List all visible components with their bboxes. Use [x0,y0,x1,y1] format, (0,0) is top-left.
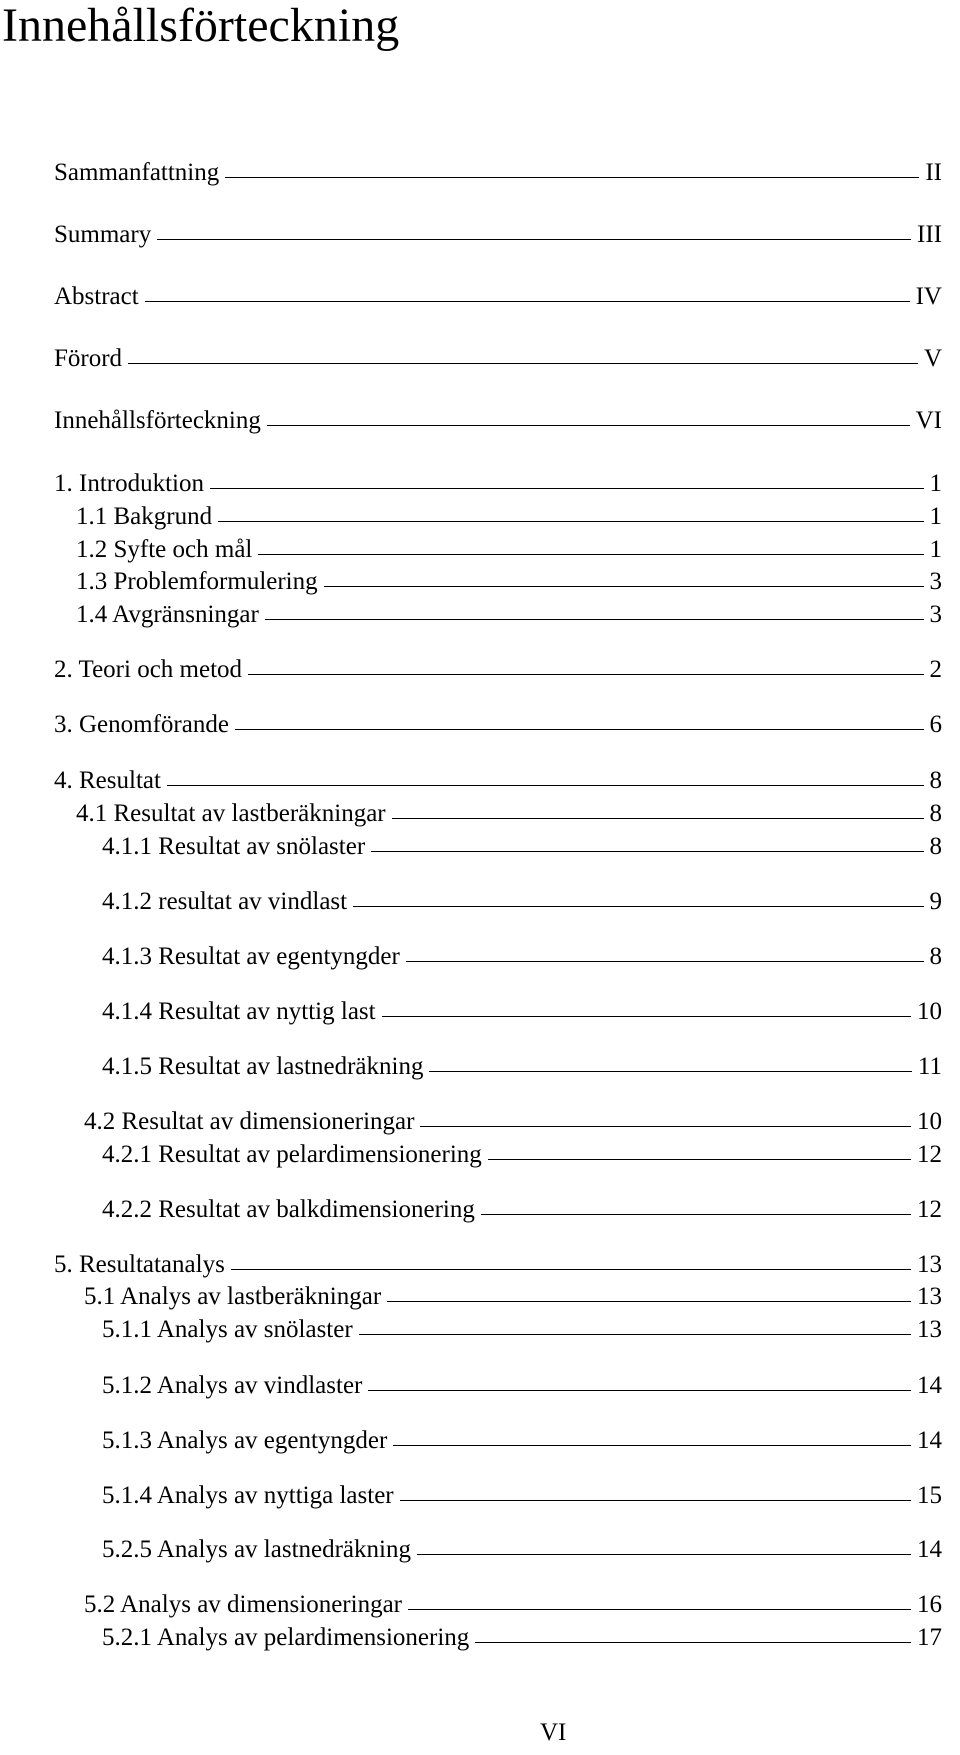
toc-entry-label: 4.2.2 Resultat av balkdimensionering [102,1196,475,1223]
toc-entry-page: 2 [929,656,942,683]
page-title: Innehållsförteckning [2,0,400,52]
toc-leader-line [267,425,910,426]
toc-leader-line [167,785,924,786]
toc-entry-page: 14 [917,1427,942,1454]
toc-leader-line [157,239,911,240]
toc-entry-page: 12 [917,1196,942,1223]
toc-entry[interactable] [76,600,942,630]
toc-entry[interactable] [102,832,942,862]
toc-entry-label: 5.2.1 Analys av pelardimensionering [102,1624,470,1651]
toc-entry-label: 1.2 Syfte och mål [76,536,253,563]
toc-entry[interactable] [76,799,942,829]
toc-entry-page: II [925,159,942,186]
toc-entry-label: 5.1.1 Analys av snölaster [102,1316,353,1343]
toc-entry[interactable] [102,942,942,972]
toc-leader-line [481,1214,911,1215]
toc-entry-label: 1. Introduktion [54,470,204,497]
toc-leader-line [475,1642,911,1643]
toc-entry[interactable] [54,344,942,374]
toc-entry[interactable] [102,1052,942,1082]
toc-entry[interactable] [102,1426,942,1456]
toc-entry[interactable] [76,502,942,532]
toc-entry[interactable] [54,766,942,796]
toc-leader-line [393,1445,911,1446]
toc-entry-label: 5.1.3 Analys av egentyngder [102,1427,388,1454]
toc-entry[interactable] [76,567,942,597]
toc-entry-page: 13 [917,1283,942,1310]
toc-entry[interactable] [84,1282,942,1312]
toc-entry-label: 4.1.3 Resultat av egentyngder [102,943,400,970]
toc-entry-label: 5.1 Analys av lastberäkningar [84,1283,382,1310]
toc-entry[interactable] [84,1107,942,1137]
toc-entry-page: 8 [929,943,942,970]
toc-leader-line [235,729,924,730]
toc-leader-line [408,1609,911,1610]
toc-entry[interactable] [102,1195,942,1225]
toc-entry-page: 8 [929,833,942,860]
toc-leader-line [406,961,924,962]
toc-entry[interactable] [54,710,942,740]
toc-leader-line [324,586,924,587]
toc-leader-line [392,818,924,819]
toc-leader-line [417,1554,911,1555]
toc-entry[interactable] [54,282,942,312]
toc-leader-line [265,619,924,620]
toc-leader-line [387,1301,911,1302]
toc-leader-line [420,1126,911,1127]
toc-entry-label: 4.1 Resultat av lastberäkningar [76,800,386,827]
toc-entry-page: 13 [917,1316,942,1343]
toc-entry-page: IV [915,283,942,310]
toc-entry-label: Förord [54,345,123,372]
toc-entry-page: 1 [929,536,942,563]
toc-entry-page: 3 [929,568,942,595]
toc-leader-line [382,1016,911,1017]
toc-entry-page: VI [915,407,942,434]
toc-leader-line [258,554,923,555]
toc-entry[interactable] [84,1590,942,1620]
toc-entry-page: 11 [917,1053,942,1080]
toc-entry-page: 10 [917,1108,942,1135]
toc-entry-page: 8 [929,800,942,827]
toc-leader-line [145,301,910,302]
toc-entry-label: 1.4 Avgränsningar [76,601,259,628]
toc-entry-label: Innehållsförteckning [54,407,261,434]
toc-entry-label: 5. Resultatanalys [54,1251,225,1278]
toc-entry-label: 3. Genomförande [54,711,229,738]
toc-leader-line [488,1159,911,1160]
toc-entry-label: 5.1.2 Analys av vindlaster [102,1372,363,1399]
toc-entry-page: 17 [917,1624,942,1651]
toc-entry[interactable] [102,1481,942,1511]
toc-leader-line [429,1071,911,1072]
toc-entry-label: 5.2 Analys av dimensioneringar [84,1591,402,1618]
toc-entry-label: 4.1.5 Resultat av lastnedräkning [102,1053,424,1080]
toc-entry-page: 8 [929,767,942,794]
toc-entry-page: III [917,221,942,248]
toc-entry-label: 1.3 Problemformulering [76,568,318,595]
toc-leader-line [368,1390,911,1391]
toc-leader-line [359,1334,911,1335]
toc-entry[interactable] [54,220,942,250]
page-number: VI [540,1719,567,1746]
toc-entry-label: 4. Resultat [54,767,161,794]
toc-entry[interactable] [54,469,942,499]
toc-entry[interactable] [54,655,942,685]
toc-entry-label: 4.2 Resultat av dimensioneringar [84,1108,415,1135]
toc-entry[interactable] [102,887,942,917]
toc-entry[interactable] [54,406,942,436]
toc-entry-label: 5.1.4 Analys av nyttiga laster [102,1482,394,1509]
toc-leader-line [210,488,924,489]
toc-entry[interactable] [102,1140,942,1170]
toc-entry-page: 3 [929,601,942,628]
toc-leader-line [128,363,918,364]
toc-entry[interactable] [54,158,942,188]
toc-leader-line [231,1269,911,1270]
toc-leader-line [248,674,923,675]
toc-entry-page: 1 [929,503,942,530]
toc-entry-page: 12 [917,1141,942,1168]
toc-entry[interactable] [102,1535,942,1565]
toc-leader-line [218,521,923,522]
toc-entry-label: Sammanfattning [54,159,220,186]
toc-entry-page: 9 [929,888,942,915]
toc-entry-page: 1 [929,470,942,497]
toc-entry-page: 14 [917,1372,942,1399]
toc-entry-page: 10 [917,998,942,1025]
toc-entry[interactable] [54,1250,942,1280]
toc-entry-label: Summary [54,221,152,248]
toc-entry[interactable] [102,997,942,1027]
toc-entry-page: V [923,345,942,372]
toc-entry-label: 5.2.5 Analys av lastnedräkning [102,1536,411,1563]
toc-leader-line [353,906,923,907]
toc-entry[interactable] [102,1315,942,1345]
toc-entry-label: 2. Teori och metod [54,656,243,683]
toc-entry-label: Abstract [54,283,139,310]
toc-entry-label: 4.1.2 resultat av vindlast [102,888,348,915]
toc-leader-line [400,1500,911,1501]
toc-leader-line [225,177,919,178]
toc-entry-label: 4.1.4 Resultat av nyttig last [102,998,376,1025]
toc-entry-page: 6 [929,711,942,738]
toc-entry[interactable] [102,1371,942,1401]
toc-entry[interactable] [76,535,942,565]
toc-entry-page: 16 [917,1591,942,1618]
toc-entry-label: 4.2.1 Resultat av pelardimensionering [102,1141,482,1168]
toc-entry-label: 1.1 Bakgrund [76,503,213,530]
toc-entry-label: 4.1.1 Resultat av snölaster [102,833,366,860]
toc-leader-line [371,851,923,852]
toc-entry-page: 14 [917,1536,942,1563]
toc-entry-page: 13 [917,1251,942,1278]
toc-entry[interactable] [102,1623,942,1653]
toc-entry-page: 15 [917,1482,942,1509]
